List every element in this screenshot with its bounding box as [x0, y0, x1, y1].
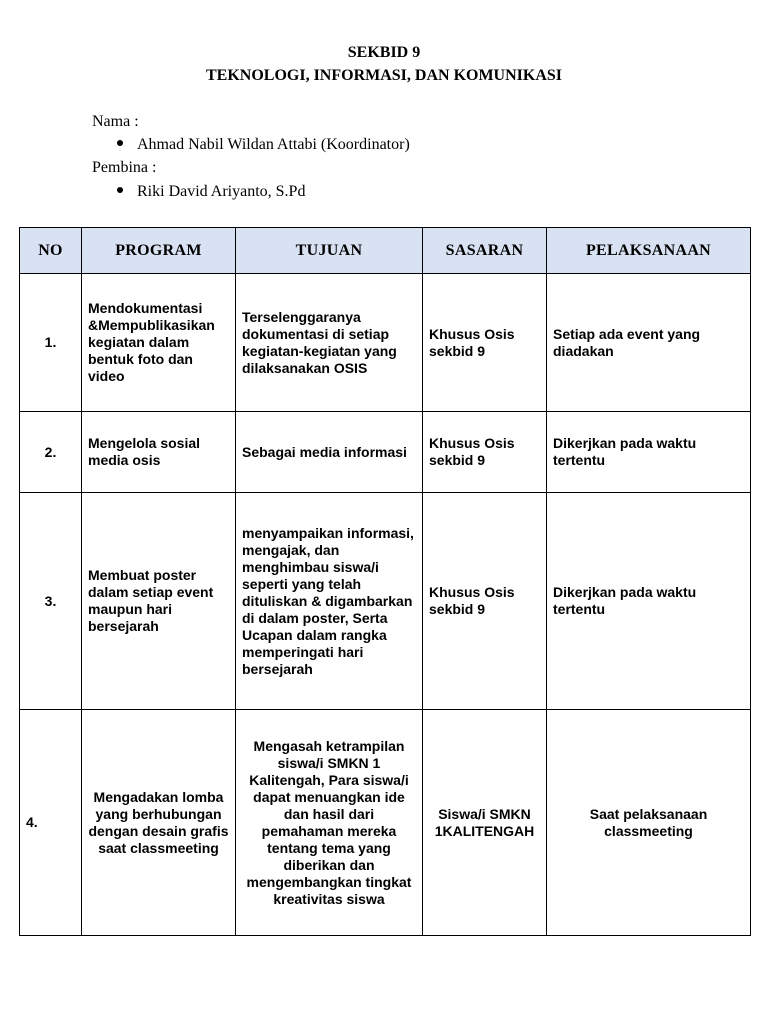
- table-header-row: [20, 228, 751, 274]
- header-tujuan: TUJUAN: [236, 228, 423, 274]
- cell-tujuan: menyampaikan informasi, mengajak, dan menghimbau siswa/i seperti yang telah dituliskan & digambarkan di dalam poster, Serta Ucapan dalam rangka memperingati hari bersejarah: [236, 493, 423, 710]
- cell-pelaksanaan: Dikerjkan pada waktu tertentu: [547, 493, 751, 710]
- cell-no: 2.: [20, 412, 82, 493]
- header-no: NO: [20, 228, 82, 274]
- cell-program: Membuat poster dalam setiap event maupun hari bersejarah: [82, 493, 236, 710]
- nama-label: Nama :: [92, 113, 139, 130]
- nama-item: [117, 136, 410, 154]
- cell-tujuan: Mengasah ketrampilan siswa/i SMKN 1 Kalitengah, Para siswa/i dapat menuangkan ide dan hasil dari pemahaman mereka tentang tema yang diberikan dan mengembangkan tingkat kreativitas siswa: [236, 710, 423, 936]
- cell-tujuan: Terselenggaranya dokumentasi di setiap kegiatan-kegiatan yang dilaksanakan OSIS: [236, 274, 423, 412]
- table-row: [20, 710, 751, 936]
- cell-sasaran: Khusus Osis sekbid 9: [423, 412, 547, 493]
- cell-pelaksanaan: Dikerjkan pada waktu tertentu: [547, 412, 751, 493]
- cell-pelaksanaan: Saat pelaksanaan classmeeting: [547, 710, 751, 936]
- header-pelaksanaan: PELAKSANAAN: [547, 228, 751, 274]
- cell-sasaran: Siswa/i SMKN 1KALITENGAH: [423, 710, 547, 936]
- bullet-icon: [117, 187, 123, 193]
- bullet-icon: [117, 140, 123, 146]
- cell-tujuan: Sebagai media informasi: [236, 412, 423, 493]
- table-row: [20, 274, 751, 412]
- program-table: [19, 227, 751, 936]
- header-sasaran: SASARAN: [423, 228, 547, 274]
- cell-sasaran: Khusus Osis sekbid 9: [423, 274, 547, 412]
- document-subtitle: TEKNOLOGI, INFORMASI, DAN KOMUNIKASI: [205, 67, 563, 84]
- cell-program: Mengelola sosial media osis: [82, 412, 236, 493]
- table-row: [20, 412, 751, 493]
- cell-pelaksanaan: Setiap ada event yang diadakan: [547, 274, 751, 412]
- cell-sasaran: Khusus Osis sekbid 9: [423, 493, 547, 710]
- pembina-item: [117, 183, 305, 201]
- cell-program: Mengadakan lomba yang berhubungan dengan desain grafis saat classmeeting: [82, 710, 236, 936]
- nama-value: Ahmad Nabil Wildan Attabi (Koordinator): [137, 136, 410, 153]
- header-program: PROGRAM: [82, 228, 236, 274]
- cell-no: 4.: [20, 710, 82, 936]
- cell-program: Mendokumentasi &Mempublikasikan kegiatan dalam bentuk foto dan video: [82, 274, 236, 412]
- cell-no: 3.: [20, 493, 82, 710]
- table-row: [20, 493, 751, 710]
- document-title: SEKBID 9: [347, 44, 421, 61]
- pembina-label: Pembina :: [92, 159, 157, 176]
- cell-no: 1.: [20, 274, 82, 412]
- pembina-value: Riki David Ariyanto, S.Pd: [137, 183, 306, 200]
